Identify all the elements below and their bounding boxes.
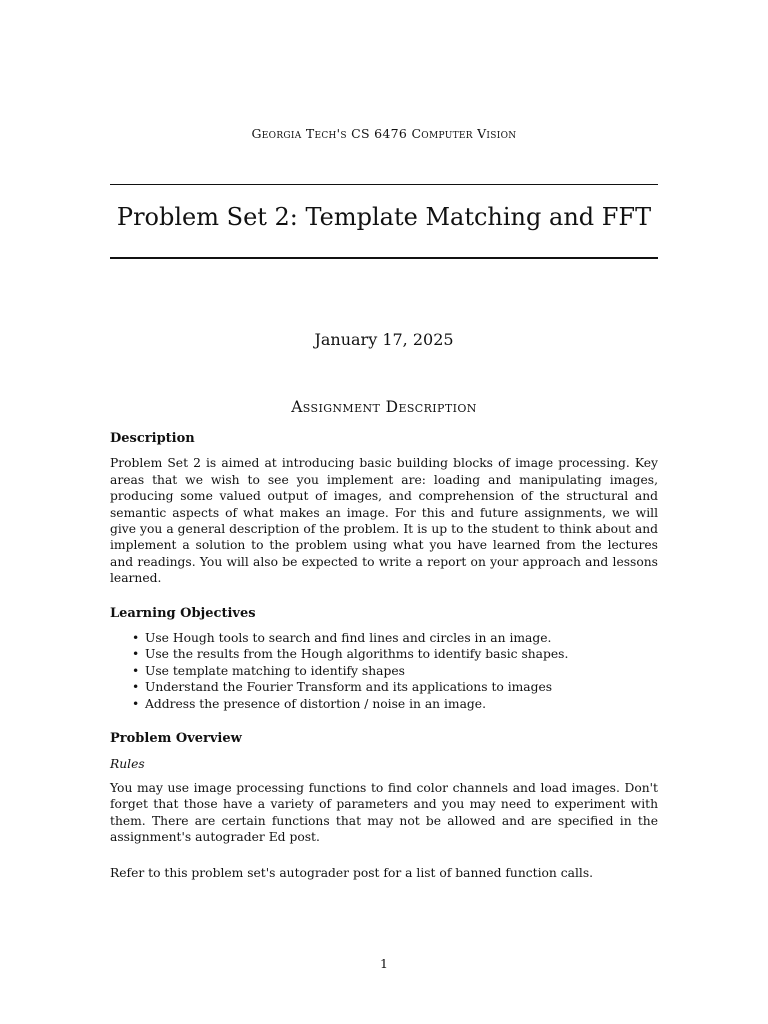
banned-functions-paragraph: Refer to this problem set's autograder post for a list of banned function calls.: [110, 865, 594, 880]
list-item: [132, 663, 658, 679]
list-item: [132, 630, 658, 646]
document-date: January 17, 2025: [314, 330, 454, 349]
page-number: 1: [380, 956, 388, 971]
bullet-icon: •: [132, 663, 140, 678]
spacer: [110, 846, 658, 865]
list-item-text: Use template matching to identify shapes: [145, 663, 405, 678]
list-item: [132, 646, 658, 662]
rules-paragraph: You may use image processing functions to find color channels and load images. Don't forget that those have a variety of parameters and you may need to experiment with them. There are certain functions that may not be allowed and are specified in the assignment's autograder Ed post.: [110, 780, 658, 845]
title-rule-bottom: [110, 257, 658, 259]
assignment-description-heading: Assignment Description: [291, 398, 477, 416]
spacer: [110, 712, 658, 731]
list-item-text: Use Hough tools to search and find lines and circles in an image.: [145, 631, 552, 646]
list-item: [132, 679, 658, 695]
rules-label: Rules: [110, 756, 145, 771]
description-paragraph: Problem Set 2 is aimed at introducing basic building blocks of image processing. Key areas that we wish to see you implement are: loading and manipulating images, producing some valued output of images, and comprehension of the structural and semantic aspects of what makes an image. For this and future assignments, we will give you a general description of the problem. It is up to the student to think about and implement a solution to the problem using what you have learned from the lectures and readings. You will also be expected to write a report on your approach and lessons learned.: [110, 456, 658, 586]
description-heading: Description: [110, 431, 195, 446]
problem-overview-heading: Problem Overview: [110, 731, 242, 747]
page-title: Problem Set 2: Template Matching and FFT: [116, 203, 652, 231]
list-item-text: Address the presence of distortion / noise in an image.: [145, 696, 486, 711]
learning-objectives-list: [110, 630, 658, 712]
bullet-icon: •: [132, 647, 140, 662]
bullet-icon: •: [132, 631, 140, 646]
list-item: [132, 696, 658, 712]
list-item-text: Use the results from the Hough algorithms to identify basic shapes.: [145, 647, 569, 662]
list-item-text: Understand the Fourier Transform and its applications to images: [145, 680, 553, 695]
course-name: Georgia Tech's CS 6476 Computer Vision: [251, 126, 517, 141]
bullet-icon: •: [132, 696, 140, 711]
title-rule-top: [110, 184, 658, 185]
learning-objectives-heading: Learning Objectives: [110, 605, 256, 621]
spacer: [110, 587, 658, 606]
bullet-icon: •: [132, 680, 140, 695]
assignment-body: [110, 431, 658, 881]
